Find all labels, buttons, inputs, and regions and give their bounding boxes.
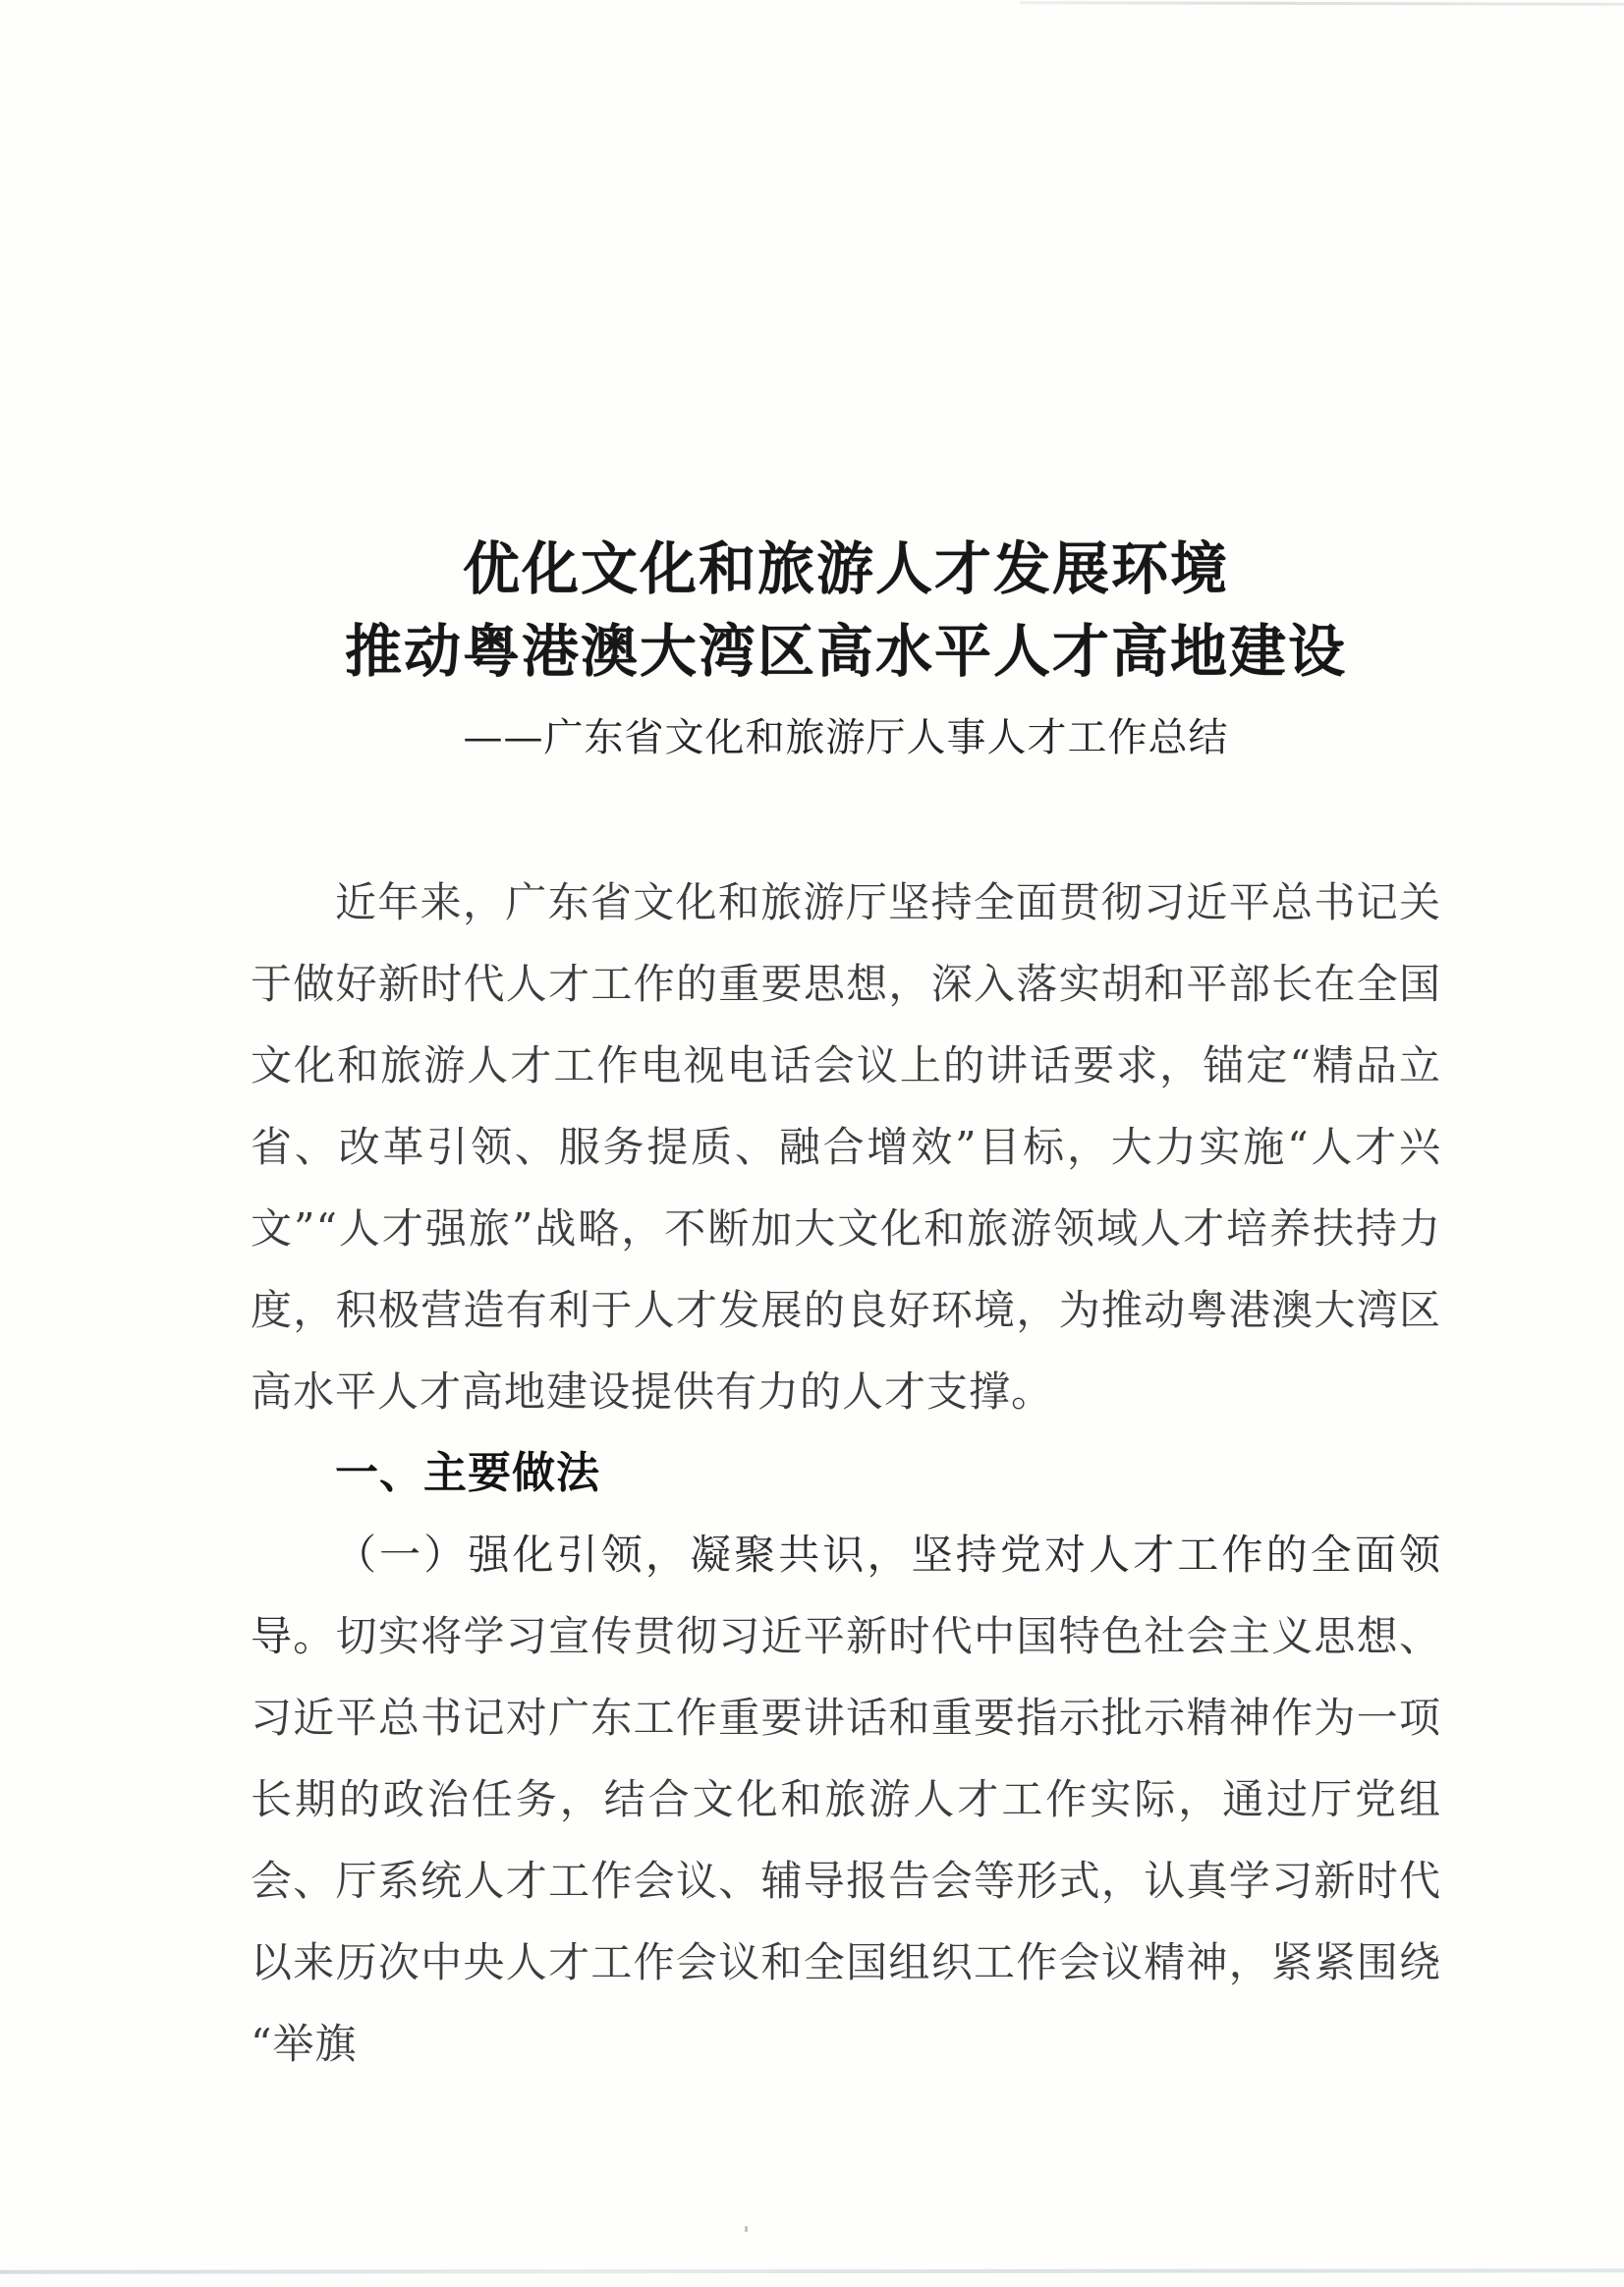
- scan-artifact-bottom-edge: [0, 2268, 1624, 2273]
- section-heading: 一、主要做法: [335, 1448, 600, 1498]
- scan-artifact-speck: [745, 2226, 748, 2232]
- item1-lead-sentence: （一）强化引领，凝聚共识，坚持党对人才工作的全面领导。: [251, 1531, 1441, 1660]
- document-title-line1: 优化文化和旅游人才发展环境: [462, 535, 1229, 602]
- intro-paragraph: 近年来，广东省文化和旅游厅坚持全面贯彻习近平总书记关于做好新时代人才工作的重要思想，深入落实胡和平部长在全国文化和旅游人才工作电视电话会议上的讲话要求，锚定“精品立省、改革引领、服务提质、融合增效”目标，大力实施“人才兴文”“人才强旅”战略，不断加大文化和旅游领域人才培养扶持力度，积极营造有利于人才发展的良好环境，为推动粤港澳大湾区高水平人才高地建设提供有力的人才支撑。: [251, 878, 1441, 1416]
- item1-body-text: 切实将学习宣传贯彻习近平新时代中国特色社会主义思想、习近平总书记对广东工作重要讲话和重要指示批示精神作为一项长期的政治任务，结合文化和旅游人才工作实际，通过厅党组会、厅系统人才工作会议、辅导报告会等形式，认真学习新时代以来历次中央人才工作会议和全国组织工作会议精神，紧紧围绕“举旗: [251, 1612, 1441, 2068]
- document-subtitle: ——广东省文化和旅游厅人事人才工作总结: [463, 715, 1229, 760]
- scan-artifact-top-edge: [1020, 1, 1624, 6]
- document-title: [251, 528, 1441, 693]
- document-body: [251, 862, 1441, 2085]
- title-block: [251, 528, 1441, 765]
- document-title-line2: 推动粤港澳大湾区高水平人才高地建设: [344, 618, 1347, 685]
- item1-paragraph: [251, 1514, 1441, 2085]
